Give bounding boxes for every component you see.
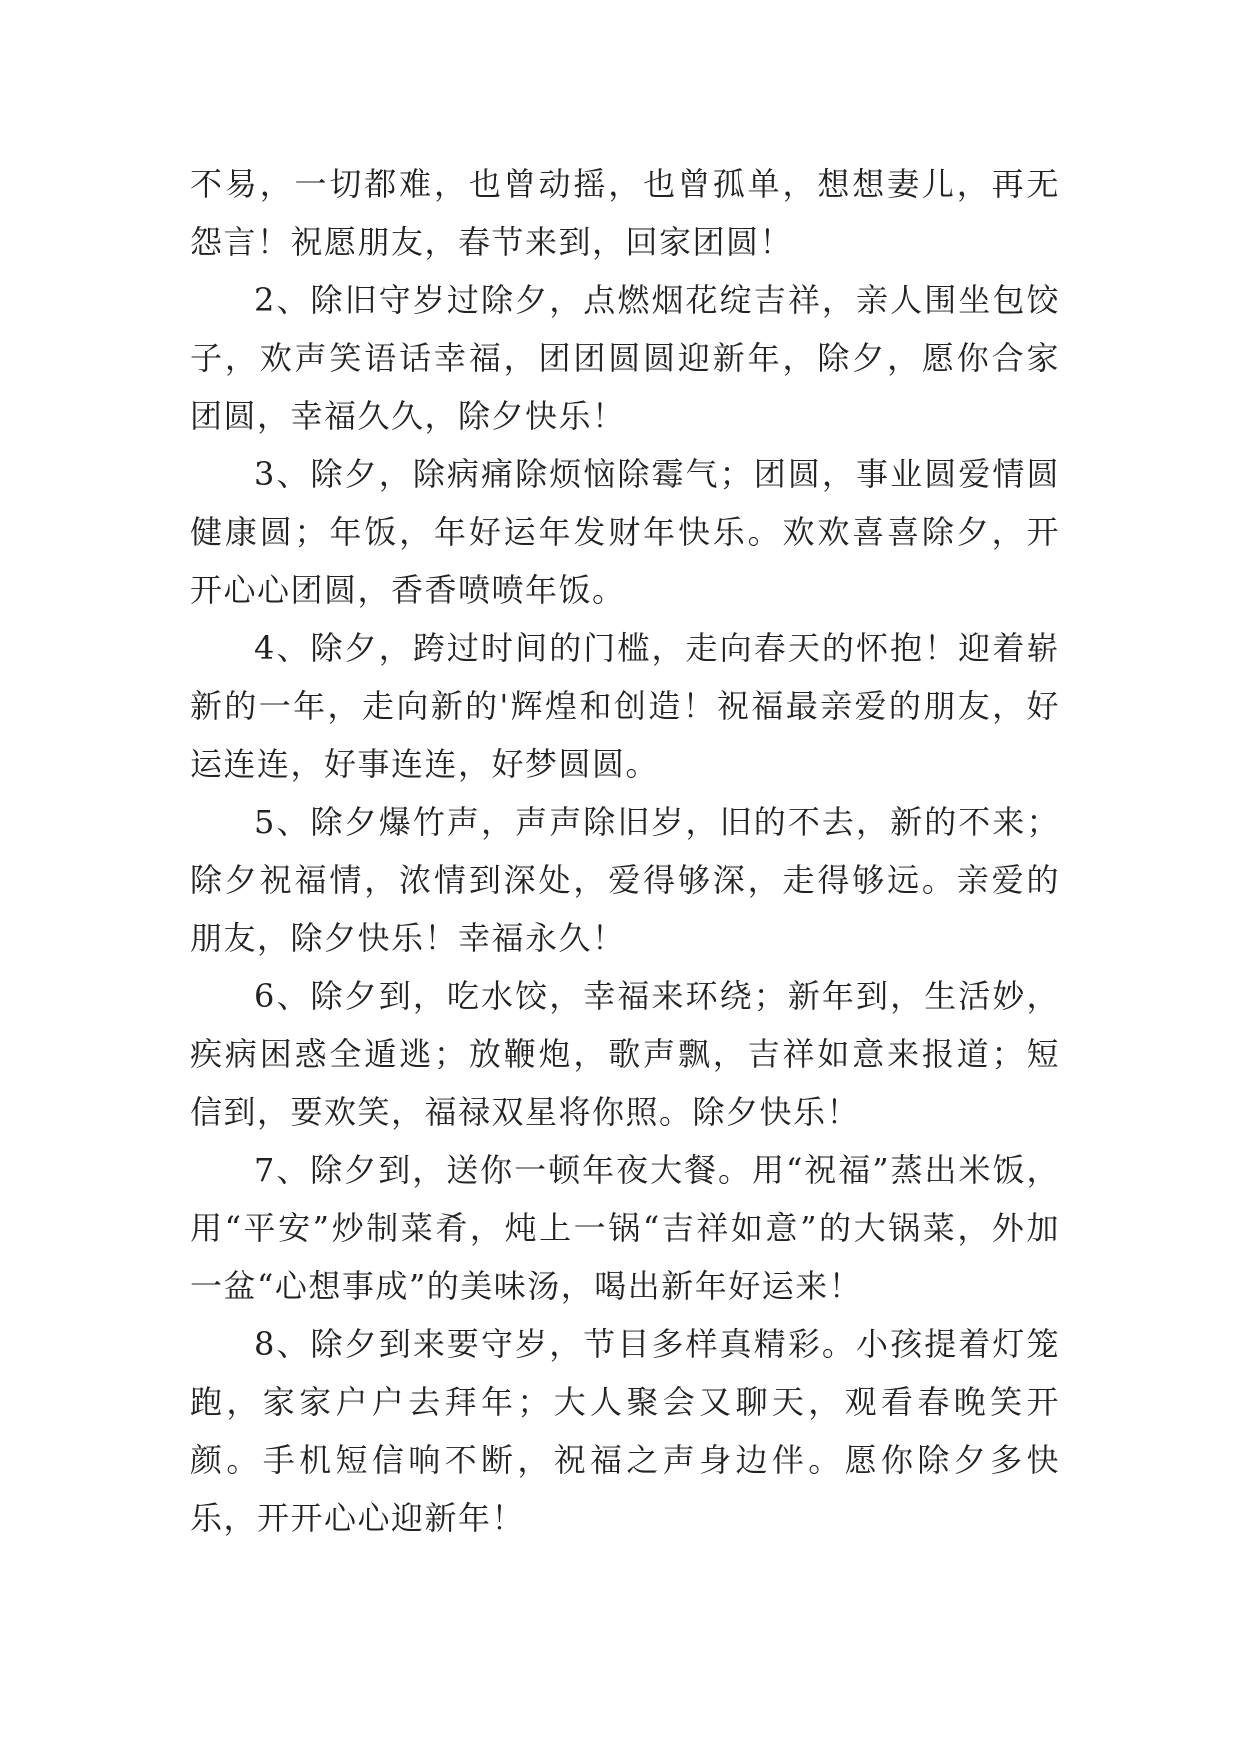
paragraph-2: 2、除旧守岁过除夕，点燃烟花绽吉祥，亲人围坐包饺子，欢声笑语话幸福，团团圆圆迎新年，除夕，愿你合家团圆，幸福久久，除夕快乐！ [190, 281, 1060, 435]
paragraph-5: 5、除夕爆竹声，声声除旧岁，旧的不去，新的不来；除夕祝福情，浓情到深处，爱得够深，走得够远。亲爱的朋友，除夕快乐！幸福永久！ [190, 803, 1060, 957]
paragraph-continuation: 不易，一切都难，也曾动摇，也曾孤单，想想妻儿，再无怨言！祝愿朋友，春节来到，回家团圆！ [190, 165, 1060, 261]
document-body [190, 155, 1060, 1547]
paragraph-8: 8、除夕到来要守岁，节目多样真精彩。小孩提着灯笼跑，家家户户去拜年；大人聚会又聊天，观看春晚笑开颜。手机短信响不断，祝福之声身边伴。愿你除夕多快乐，开开心心迎新年！ [190, 1325, 1060, 1537]
paragraph-3: 3、除夕，除病痛除烦恼除霉气；团圆，事业圆爱情圆健康圆；年饭，年好运年发财年快乐。欢欢喜喜除夕，开开心心团圆，香香喷喷年饭。 [190, 455, 1060, 609]
paragraph-6: 6、除夕到，吃水饺，幸福来环绕；新年到，生活妙，疾病困惑全遁逃；放鞭炮，歌声飘，吉祥如意来报道；短信到，要欢笑，福禄双星将你照。除夕快乐！ [190, 977, 1060, 1131]
paragraph-4: 4、除夕，跨过时间的门槛，走向春天的怀抱！迎着崭新的一年，走向新的'辉煌和创造！祝福最亲爱的朋友，好运连连，好事连连，好梦圆圆。 [190, 629, 1060, 783]
paragraph-7: 7、除夕到，送你一顿年夜大餐。用“祝福”蒸出米饭，用“平安”炒制菜肴，炖上一锅“吉祥如意”的大锅菜，外加一盆“心想事成”的美味汤，喝出新年好运来！ [190, 1151, 1060, 1305]
